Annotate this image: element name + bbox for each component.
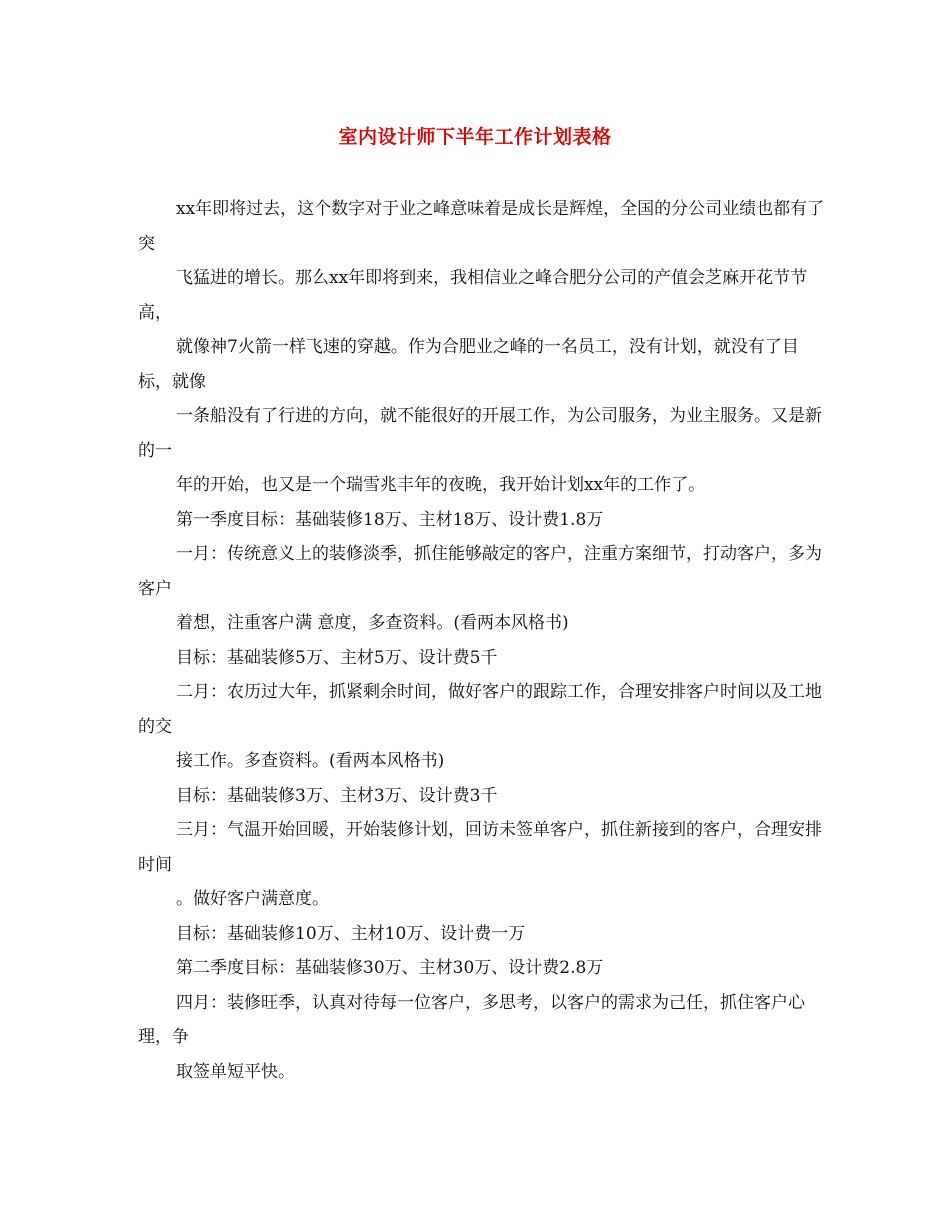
paragraph: 着想，注重客户满 意度，多查资料。(看两本风格书) xyxy=(176,613,569,633)
paragraph: 一条船没有了行进的方向，就不能很好的开展工作，为公司服务，为业主服务。又是新的一 xyxy=(138,406,822,461)
paragraph: 目标：基础装修5万、主材5万、设计费5千 xyxy=(176,647,498,668)
document-title: 室内设计师下半年工作计划表格 xyxy=(338,126,612,148)
paragraph: 年的开始，也又是一个瑞雪兆丰年的夜晚，我开始计划xx年的工作了。 xyxy=(176,475,706,495)
paragraph: 三月：气温开始回暖，开始装修计划，回访未签单客户，抓住新接到的客户，合理安排时间 xyxy=(138,820,822,875)
paragraph: 目标：基础装修3万、主材3万、设计费3千 xyxy=(176,785,498,806)
paragraph: 飞猛进的增长。那么xx年即将到来，我相信业之峰合肥分公司的产值会芝麻开花节节高， xyxy=(138,268,808,323)
paragraph: 第一季度目标：基础装修18万、主材18万、设计费1.8万 xyxy=(176,509,604,530)
paragraph: 。做好客户满意度。 xyxy=(176,889,329,909)
paragraph: 第二季度目标：基础装修30万、主材30万、设计费2.8万 xyxy=(176,958,604,978)
paragraph: 目标：基础装修10万、主材10万、设计费一万 xyxy=(176,923,526,944)
paragraph: 二月：农历过大年，抓紧剩余时间，做好客户的跟踪工作，合理安排客户时间以及工地的交 xyxy=(138,682,822,737)
document-body xyxy=(138,192,828,1089)
paragraph: xx年即将过去，这个数字对于业之峰意味着是成长是辉煌，全国的分公司业绩也都有了突 xyxy=(138,199,825,254)
paragraph: 一月：传统意义上的装修淡季，抓住能够敲定的客户，注重方案细节，打动客户，多为客户 xyxy=(138,544,822,599)
paragraph: 就像神7火箭一样飞速的穿越。作为合肥业之峰的一名员工，没有计划，就没有了目标，就像 xyxy=(138,337,799,392)
paragraph: 四月：装修旺季，认真对待每一位客户，多思考，以客户的需求为己任，抓住客户心理，争 xyxy=(138,992,805,1047)
paragraph: 接工作。多查资料。(看两本风格书) xyxy=(176,751,445,771)
paragraph: 取签单短平快。 xyxy=(176,1061,295,1082)
